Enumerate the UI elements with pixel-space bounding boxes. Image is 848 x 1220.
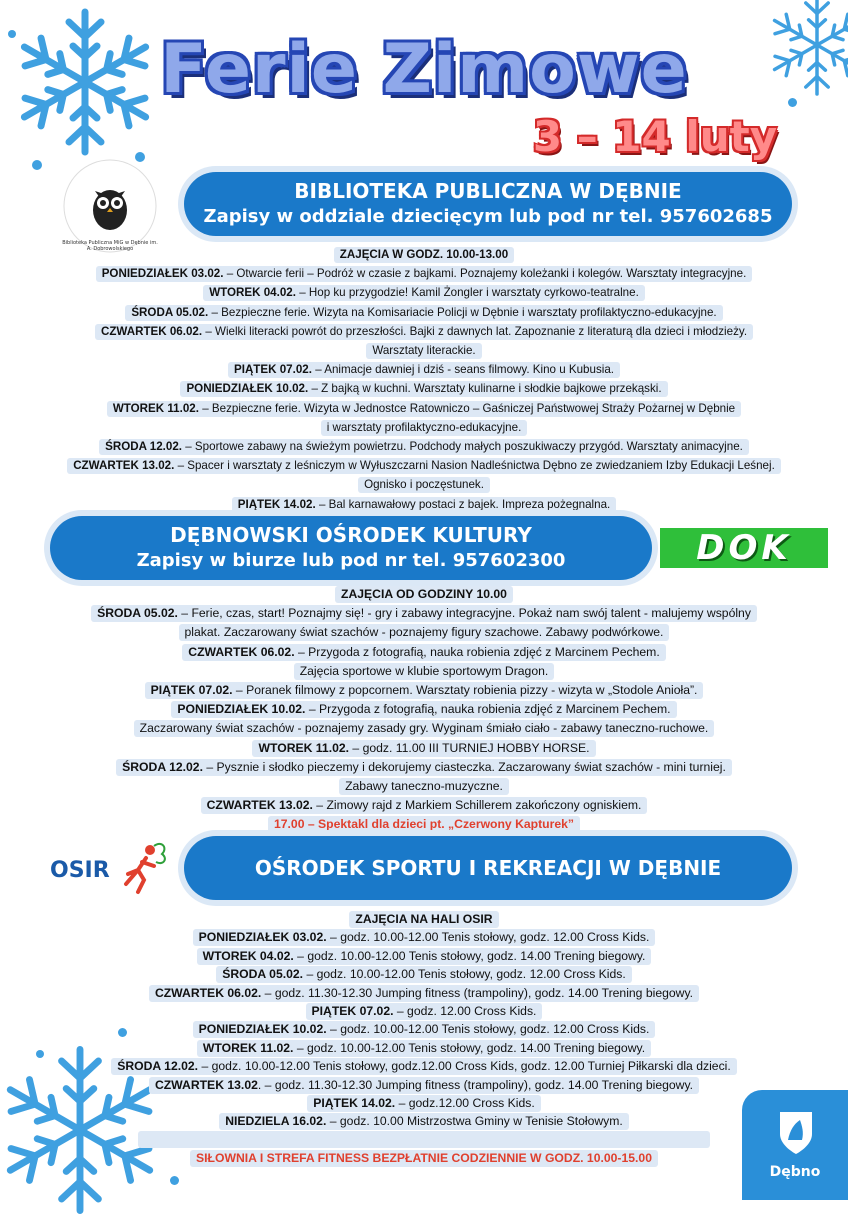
dok-logo xyxy=(660,528,828,568)
list-item: WTOREK 04.02. – Hop ku przygodzie! Kamil Żongler i warsztaty cyrkowo-teatralne. xyxy=(0,283,848,302)
list-item: PIĄTEK 07.02. – Animacje dawniej i dziś - seans filmowy. Kino u Kubusia. xyxy=(0,360,848,379)
library-banner xyxy=(184,172,792,236)
list-item: i warsztaty profilaktyczno-edukacyjne. xyxy=(0,418,848,437)
list-item: PIĄTEK 14.02. – godz.12.00 Cross Kids. xyxy=(0,1094,848,1112)
list-item: CZWARTEK 13.02. – godz. 11.30-12.30 Jumping fitness (trampoliny), godz. 14.00 Trening biegowy. xyxy=(0,1076,848,1094)
list-item: Warsztaty literackie. xyxy=(0,341,848,360)
list-item: PONIEDZIAŁEK 03.02. – Otwarcie ferii – Podróż w czasie z bajkami. Poznajemy koleżanki i kolegów. Warsztaty integracyjne. xyxy=(0,264,848,283)
list-item: WTOREK 04.02. – godz. 10.00-12.00 Tenis stołowy, godz. 14.00 Trening biegowy. xyxy=(0,947,848,965)
list-item: ŚRODA 12.02. – godz. 10.00-12.00 Tenis stołowy, godz.12.00 Cross Kids, godz. 12.00 Turniej Piłkarski dla dzieci. xyxy=(0,1057,848,1075)
list-item: plakat. Zaczarowany świat szachów - poznajemy figury szachowe. Zabawy podwórkowe. xyxy=(0,623,848,642)
osir-logo xyxy=(50,838,180,898)
page-title: Ferie Zimowe xyxy=(160,30,688,109)
snow-dot xyxy=(170,1176,179,1185)
list-item: Zabawy taneczno-muzyczne. xyxy=(0,777,848,796)
list-item: PIĄTEK 07.02. – Poranek filmowy z popcornem. Warsztaty robienia pizzy - wizyta w „Stodole Anioła”. xyxy=(0,681,848,700)
library-hours: ZAJĘCIA W GODZ. 10.00-13.00 xyxy=(339,248,509,261)
list-item: WTOREK 11.02. – godz. 11.00 III TURNIEJ HOBBY HORSE. xyxy=(0,739,848,758)
osir-schedule xyxy=(0,910,848,1167)
list-item: CZWARTEK 13.02. – Zimowy rajd z Markiem Schillerem zakończony ogniskiem. xyxy=(0,796,848,815)
griffin-icon xyxy=(776,1108,816,1156)
list-item: ŚRODA 05.02. – Bezpieczne ferie. Wizyta na Komisariacie Policji w Dębnie i warsztaty profilaktyczno-edukacyjne. xyxy=(0,303,848,322)
list-item: WTOREK 11.02. – godz. 10.00-12.00 Tenis stołowy, godz. 14.00 Trening biegowy. xyxy=(0,1039,848,1057)
osir-banner xyxy=(184,836,792,900)
debno-logo-text: Dębno xyxy=(769,1164,821,1180)
list-item: CZWARTEK 13.02. – Spacer i warsztaty z leśniczym w Wyłuszczarni Nasion Nadleśnictwa Dębno ze zwiedzaniem Izby Edukacji Leśnej. xyxy=(0,456,848,475)
list-item: PONIEDZIAŁEK 03.02. – godz. 10.00-12.00 Tenis stołowy, godz. 12.00 Cross Kids. xyxy=(0,928,848,946)
dok-banner-title: DĘBNOWSKI OŚRODEK KULTURY xyxy=(170,523,532,547)
list-item: PIĄTEK 14.02. – Bal karnawałowy postaci z bajek. Impreza pożegnalna. xyxy=(0,495,848,514)
library-schedule xyxy=(0,245,848,514)
list-item: PONIEDZIAŁEK 10.02. – Z bajką w kuchni. Warsztaty kulinarne i słodkie bajkowe przekąski. xyxy=(0,379,848,398)
date-range: 3 – 14 luty xyxy=(532,112,778,161)
list-item: PONIEDZIAŁEK 10.02. – godz. 10.00-12.00 Tenis stołowy, godz. 12.00 Cross Kids. xyxy=(0,1020,848,1038)
library-logo-text: Biblioteka Publiczna MiG w Dębnie im. A. Dobrowolskiego xyxy=(62,240,158,252)
debno-logo xyxy=(742,1090,848,1200)
list-item: ŚRODA 05.02. – godz. 10.00-12.00 Tenis stołowy, godz. 12.00 Cross Kids. xyxy=(0,965,848,983)
library-logo xyxy=(62,158,158,254)
list-item: Ognisko i poczęstunek. xyxy=(0,475,848,494)
list-item: ŚRODA 12.02. – Sportowe zabawy na świeżym powietrzu. Podchody małych poszukiwaczy przygód. Warsztaty animacyjne. xyxy=(0,437,848,456)
osir-hours: ZAJĘCIA NA HALI OSIR xyxy=(355,912,493,926)
dok-hours: ZAJĘCIA OD GODZINY 10.00 xyxy=(341,587,507,601)
list-item: ŚRODA 05.02. – Ferie, czas, start! Poznajmy się! - gry i zabawy integracyjne. Pokaż nam swój talent - malujemy wspólny xyxy=(0,604,848,623)
dok-highlight: 17.00 – Spektakl dla dzieci pt. „Czerwony Kapturek” xyxy=(0,815,848,834)
list-item: PONIEDZIAŁEK 10.02. – Przygoda z fotografią, nauka robienia zdjęć z Marcinem Pechem. xyxy=(0,700,848,719)
list-item: ŚRODA 12.02. – Pysznie i słodko pieczemy i dekorujemy ciasteczka. Zaczarowany świat szachów - mini turniej. xyxy=(0,758,848,777)
library-banner-title: BIBLIOTEKA PUBLICZNA W DĘBNIE xyxy=(294,179,682,203)
list-item: PIĄTEK 07.02. – godz. 12.00 Cross Kids. xyxy=(0,1002,848,1020)
list-item: CZWARTEK 06.02. – Wielki literacki powrót do przeszłości. Bajki z dawnych lat. Zapoznanie z literaturą dla dzieci i młodzieży. xyxy=(0,322,848,341)
dok-schedule xyxy=(0,585,848,835)
dok-logo-text: DOK xyxy=(696,528,792,568)
osir-footer: SIŁOWNIA I STREFA FITNESS BEZPŁATNIE CODZIENNIE W GODZ. 10.00-15.00 xyxy=(0,1149,848,1167)
library-banner-subtitle: Zapisy w oddziale dziecięcym lub pod nr tel. 957602685 xyxy=(203,206,773,227)
osir-banner-title: OŚRODEK SPORTU I REKREACJI W DĘBNIE xyxy=(254,856,722,880)
osir-logo-text: OSIR xyxy=(50,858,110,883)
list-item: Zajęcia sportowe w klubie sportowym Dragon. xyxy=(0,662,848,681)
dok-banner-subtitle: Zapisy w biurze lub pod nr tel. 957602300 xyxy=(136,550,566,571)
list-item: NIEDZIELA 16.02. – godz. 10.00 Mistrzostwa Gminy w Tenisie Stołowym. xyxy=(0,1112,848,1130)
dok-banner xyxy=(50,516,652,580)
list-item: CZWARTEK 06.02. – Przygoda z fotografią, nauka robienia zdjęć z Marcinem Pechem. xyxy=(0,643,848,662)
snow-dot xyxy=(32,160,42,170)
list-item: WTOREK 11.02. – Bezpieczne ferie. Wizyta w Jednostce Ratowniczo – Gaśniczej Państwowej Straży Pożarnej w Dębnie xyxy=(0,399,848,418)
list-item: CZWARTEK 06.02. – godz. 11.30-12.30 Jumping fitness (trampoliny), godz. 14.00 Trening biegowy. xyxy=(0,984,848,1002)
runner-icon xyxy=(110,840,172,896)
list-item: Zaczarowany świat szachów - poznajemy zasady gry. Wyginam śmiało ciało - zabawy taneczno-ruchowe. xyxy=(0,719,848,738)
